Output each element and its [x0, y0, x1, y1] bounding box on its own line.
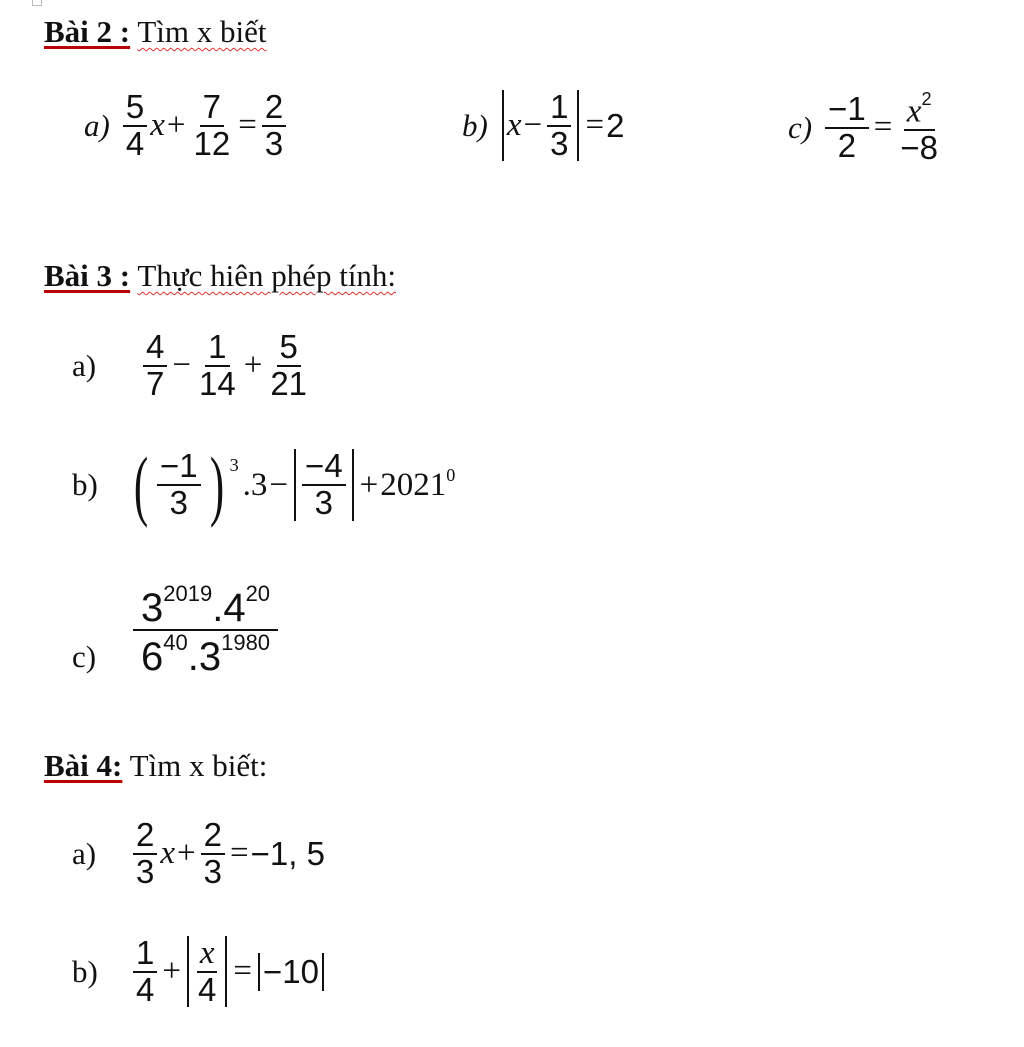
- math-token: 4: [136, 970, 155, 1008]
- absolute-value: [294, 449, 354, 520]
- math-token: 1: [547, 90, 571, 127]
- math-token: +: [177, 835, 196, 872]
- math-token: +: [243, 347, 263, 384]
- math-token: 7: [200, 90, 224, 127]
- math-token: 5: [277, 330, 301, 367]
- bai4-heading: [44, 748, 267, 784]
- bai3-title: Thực hiên phép tính:: [137, 258, 397, 293]
- math-token: +: [162, 953, 181, 990]
- math-token: 21: [270, 364, 308, 402]
- math-token: x: [160, 835, 176, 872]
- bai3-problem-c: [72, 582, 281, 678]
- absolute-value: [258, 953, 324, 991]
- math-token: 4: [143, 330, 167, 367]
- fraction: [133, 936, 157, 1007]
- math-token: −1: [825, 92, 869, 129]
- fraction: [123, 90, 147, 161]
- fraction: [302, 449, 346, 520]
- math-token: 3: [264, 124, 284, 162]
- math-token: x: [506, 107, 522, 144]
- math-token: 4: [125, 124, 145, 162]
- math-token: −: [523, 107, 543, 144]
- bai4-problem-b: [72, 936, 328, 1007]
- math-token: +: [166, 107, 186, 144]
- math-token: −1: [157, 449, 201, 486]
- bai3-heading: [44, 258, 396, 294]
- math-token: −10: [262, 952, 319, 990]
- math-token: 3: [314, 484, 334, 521]
- math-token: 3: [136, 852, 155, 890]
- math-token: .4: [212, 585, 246, 630]
- math-token: 2: [201, 818, 225, 855]
- math-token: 2: [262, 90, 286, 127]
- math-token: x: [150, 107, 165, 144]
- math-token: [133, 631, 278, 678]
- fraction: [547, 90, 571, 161]
- math-token: 20: [245, 581, 271, 606]
- math-token: 1980: [221, 629, 271, 655]
- math-token: −: [269, 466, 289, 503]
- problem-label: a): [72, 347, 97, 383]
- math-token: 3: [550, 124, 569, 162]
- problem-label: b): [72, 467, 98, 502]
- bai2-heading: [44, 14, 266, 50]
- math-token: .3: [242, 466, 268, 503]
- bai4-problem-a: [72, 818, 325, 889]
- math-token: 6: [141, 634, 164, 679]
- fraction: [190, 90, 233, 161]
- fraction: [133, 582, 278, 678]
- bai4-title: Tìm x biết:: [129, 748, 268, 783]
- bai2-problem-a: [84, 90, 289, 161]
- math-token: 1: [133, 936, 157, 973]
- math-token: +: [359, 466, 379, 503]
- math-token: =: [238, 107, 257, 144]
- math-token: ): [209, 441, 224, 528]
- bai2-title: Tìm x biết: [137, 14, 267, 49]
- math-token: 7: [146, 364, 165, 402]
- fraction: [143, 330, 167, 401]
- math-token: 40: [163, 629, 188, 655]
- fraction: [897, 90, 941, 166]
- fraction: [133, 818, 157, 889]
- bai3-number: Bài 3 :: [44, 258, 131, 293]
- absolute-value: [187, 936, 227, 1007]
- math-token: (: [133, 441, 149, 528]
- math-token: 2: [921, 89, 932, 109]
- fraction: [157, 449, 201, 520]
- math-token: =: [585, 107, 605, 144]
- problem-label: c): [72, 638, 97, 674]
- math-token: [904, 90, 935, 131]
- math-token: 14: [198, 364, 236, 402]
- fraction: [825, 92, 869, 163]
- math-token: 2021: [380, 466, 447, 503]
- problem-label: b): [462, 107, 488, 143]
- fraction: [262, 90, 286, 161]
- math-token: 2: [606, 106, 625, 144]
- fraction: [195, 936, 219, 1007]
- math-token: 0: [446, 464, 456, 485]
- math-token: 3: [203, 852, 222, 890]
- math-token: −4: [302, 449, 346, 486]
- absolute-value: [502, 90, 580, 161]
- math-token: [133, 582, 278, 631]
- problem-label: c): [788, 109, 813, 145]
- math-token: 2019: [163, 581, 213, 606]
- math-token: =: [873, 109, 893, 146]
- math-token: 2: [837, 126, 857, 164]
- math-token: =: [230, 835, 249, 872]
- math-token: .3: [187, 634, 222, 679]
- bai3-problem-b: [72, 441, 456, 528]
- bai2-problem-c: [788, 90, 944, 166]
- bai2-problem-b: [462, 90, 624, 161]
- problem-label: a): [72, 835, 97, 871]
- math-token: 4: [197, 970, 217, 1008]
- math-token: x: [197, 936, 218, 973]
- math-token: −8: [900, 128, 938, 166]
- problem-label: a): [84, 107, 110, 143]
- page-corner-mark: [32, 0, 42, 6]
- fraction: [267, 330, 310, 401]
- math-token: 3: [141, 585, 164, 630]
- math-token: =: [233, 953, 252, 990]
- bai4-number: Bài 4:: [44, 748, 123, 783]
- math-token: 5: [123, 90, 147, 127]
- math-token: 12: [193, 124, 231, 162]
- math-token: −: [172, 347, 191, 384]
- fraction: [201, 818, 225, 889]
- math-token: 1: [205, 330, 229, 367]
- math-token: 3: [229, 454, 239, 475]
- problem-label: b): [72, 953, 98, 989]
- math-token: 3: [169, 484, 188, 521]
- math-token: −1, 5: [250, 834, 325, 872]
- bai2-number: Bài 2 :: [44, 14, 131, 49]
- math-token: x: [906, 93, 922, 130]
- math-token: 2: [133, 818, 157, 855]
- fraction: [196, 330, 239, 401]
- bai3-problem-a: [72, 330, 313, 401]
